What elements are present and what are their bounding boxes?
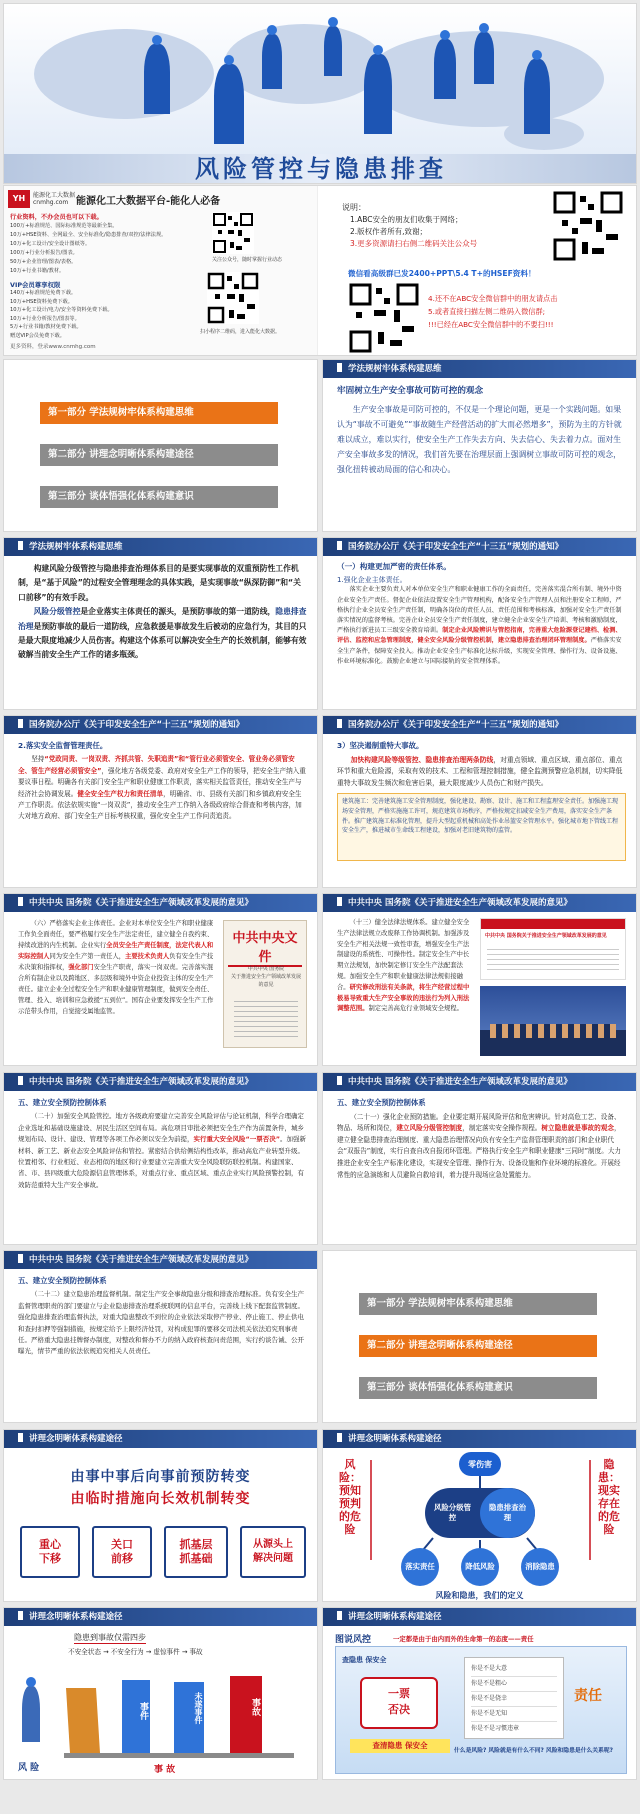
slide-body xyxy=(18,918,217,1017)
slide-header xyxy=(4,894,317,912)
business-person-figure xyxy=(144,44,170,114)
slide-header xyxy=(4,716,317,734)
slide-header-text: 讲理念明晰体系构建途径 xyxy=(29,1434,123,1444)
responsibility-word: 责任 xyxy=(574,1688,602,1704)
slide-header xyxy=(4,360,317,374)
slide-body xyxy=(18,740,307,823)
slide-header-text: 学法规树牢体系构建思维 xyxy=(348,364,442,374)
slide-body xyxy=(337,1097,626,1181)
domino-diagram xyxy=(4,1608,318,1780)
slide-heading: （一）构建更加严密的责任体系。 xyxy=(337,562,451,571)
domino-label: 未遂事件 xyxy=(194,1692,203,1724)
risk-control-circle: 风险分级管控 xyxy=(434,1503,471,1522)
four-steps-title: 隐患到事故仅需四步 xyxy=(74,1633,146,1642)
notice-red: 5.或者直接扫描左侧二维码入微信群; xyxy=(428,307,546,316)
qr-code-icon[interactable] xyxy=(348,282,420,354)
slide-header-text: 国务院办公厅《关于印发安全生产“十三五”规划的通知》 xyxy=(29,720,245,730)
document-red-header xyxy=(481,919,625,929)
slide-header-text: 讲理念明晰体系构建途径 xyxy=(348,1434,442,1444)
notice-line: 1.ABC安全的朋友们收集于网络； xyxy=(350,215,463,224)
slide-subheading: 1.强化企业主体责任。 xyxy=(337,576,407,585)
slide-body xyxy=(18,1097,307,1191)
resource-ad-slide xyxy=(3,185,637,356)
slide-header xyxy=(323,1073,636,1091)
poster-question: 什么是风险? 风险就是有什么不同? 风险和隐患是什么关系呢? xyxy=(454,1748,614,1754)
slide-risk-control xyxy=(3,1072,318,1245)
agenda-item-part1: 第一部分 学法规树牢体系构建思维 xyxy=(40,402,278,424)
feature-item: 10万+化工设计/安全设计图纸等。 xyxy=(10,241,91,247)
business-person-figure xyxy=(364,54,392,134)
book-line: 你是不是大意 xyxy=(471,1662,557,1677)
center-block xyxy=(425,1488,535,1538)
agenda-slide xyxy=(3,359,318,532)
notice-line: 3.更多资源请扫右侧二维码关注公众号 xyxy=(350,239,478,248)
book-line: 你是不是侥幸 xyxy=(471,1692,557,1707)
feature-item: 100万+标准规范、国际标准规范等最新全集。 xyxy=(10,223,118,229)
hazard-label: 隐患：现实存在的危险 xyxy=(598,1458,620,1536)
vip-list xyxy=(10,289,206,341)
slide-header xyxy=(4,1430,317,1448)
risk-label: 风险：预知预判的危险 xyxy=(339,1458,361,1536)
vip-item: 赠送VIP会员免费下载。 xyxy=(10,332,65,339)
brand-url[interactable]: cnmhg.com xyxy=(33,199,69,206)
agenda-item-part2: 第二部分 讲理念明晰体系构建途径 xyxy=(359,1335,597,1357)
ad-footer: 更多资料，登录www.cnmhg.com xyxy=(10,344,96,350)
risk-caption: 风 险 xyxy=(18,1763,40,1773)
slide-enterprise-prevention xyxy=(322,1072,637,1245)
slide-header-text: 中共中央 国务院《关于推进安全生产领域改革发展的意见》 xyxy=(29,1255,253,1265)
slide-header xyxy=(4,1251,317,1269)
slide-paragraph: 生产安全事故是可防可控的，不仅是一个理论问题，更是一个实践问题。如果认为“事故不可避免”“事故随生产经营活动的扩大而必然增多”，预防为主的方针就难以成立，难以实行，使安全生产工作失去方向、失去信心、失去着力点。面对生产安全事故多发的情况，我们首先要在治理层面上强调树立事故可防可控的观念，强化扭转被动局面的信心和决心。 xyxy=(337,405,622,474)
ad-features xyxy=(10,222,206,276)
business-person-figure xyxy=(214,64,244,144)
brand-logo: YH xyxy=(8,190,30,208)
slide-heading: 牢固树立生产安全事故可防可控的观念 xyxy=(337,386,484,396)
slide-supervision-responsibility xyxy=(3,715,318,888)
notice-line: 2.版权作者所有,致谢； xyxy=(350,227,428,236)
zero-injury-circle: 零伤害 xyxy=(459,1452,501,1476)
slide-paragraph: 风险分级管控是企业落实主体责任的源头，是预防事故的第一道防线，隐患排查治理是预防事故的最后一道防线，应急救援是事故发生后被动的应急行为，其目的只是最大限度地减少人员伤害。构建这个体系可以解决安全生产的长效机制，能够有效破解当前安全生产工作的诸多瓶颈。 xyxy=(18,607,307,660)
slide-header-text: 中共中央 国务院《关于推进安全生产领域改革发展的意见》 xyxy=(348,898,572,908)
slide-header xyxy=(4,538,317,556)
document-stamp: 中共中央文件 xyxy=(228,927,302,967)
shift-line-1: 由事中事后向事前预防转变 xyxy=(70,1469,251,1485)
sign-word: 否决 xyxy=(388,1703,410,1716)
slide-paragraph: （六）严格落实企业主体责任。企业对本单位安全生产和职业健康工作负全面责任，要严格履行安全生产法定责任，建立健全自我约束、持续改进的内生机制。企业实行全员安全生产责任制度，法定代表人和实际控制人同为安全生产第一责任人，主要技术负责人负有安全生产技术决策和指挥权，强化部门安全生产职责，落实一岗双责。完善落实混合所有制企业以及跨地区、多层级和境外中资企业投资主体的安全生产责任。建立企业全过程安全生产和职业健康管理制度，做到安全责任、管理、投入、培训和应急救援“五到位”。国有企业要发挥安全生产工作示范带头作用，自觉接受属地监管。 xyxy=(18,920,214,1015)
slide-four-steps xyxy=(3,1607,318,1780)
principle-box: 抓基层 抓基础 xyxy=(164,1526,228,1578)
slide-body xyxy=(337,740,626,861)
vip-title: VIP会员尊享权限 xyxy=(10,281,61,289)
illustration-title: 图说风控 xyxy=(335,1635,372,1645)
notice-red: !!!已经在ABC安全微信群中的不要扫!!! xyxy=(428,320,554,329)
question-book xyxy=(464,1657,564,1739)
slide-paragraph: （二十二）建立隐患治理监督机制。制定生产安全事故隐患分级和排查治理标准。负有安全生产监督管理职责的部门要建立与企业隐患排查治理系统联网的信息平台，完善线上线下配套监管制度。强化隐患排查治理监督执法，对重大隐患整改不到位的企业依法采取停产停业、停止施工、停止供电和查封扣押等强制措施，按规定给予上限经济处罚，对构成犯罪的要移交司法机关依法追究刑事责任。严格重大隐患挂牌督办制度，对整改和督办不力的纳入政府核查问责范围，实行约谈告诫、公开曝光，情节严重的依法依规追究相关人员责任。 xyxy=(18,1290,304,1356)
principle-box: 从源头上 解决问题 xyxy=(240,1526,306,1578)
agenda-item-part3: 第三部分 谈体悟强化体系构建意识 xyxy=(359,1377,597,1399)
slide-paragraph: 落实企业主要负责人对本单位安全生产和职业健康工作的全面责任，完善落实混合所有制、境外中资企业安全生产责任。督促企业依法设置安全生产管理机构，配备安全生产管理人员和注册安全工程师，严格执行企业全员安全生产责任制，明确各岗位的责任人员、责任范围和考核标准，加强对安全生产责任制落实情况的监督考核。完善企业全员安全生产责任制度，建立健全企业安全生产培训、考核和激励制度，严格执行新进员工三级安全教育培训。制定企业风险辨识与管控指南，完善重大危险源登记建档、检测、评估、监控和应急管理制度，健全安全风险分级管控机制，建立隐患排查治理闭环管理制度。严格落实安全生产条件，保障安全投入。推动企业安全生产标准化达标升级，实现安全管理、操作行为、设备设施、作业环境标准化。鼓励企业建立与国际接轨的安全管理体系。 xyxy=(337,586,622,665)
sign-banner: 查清隐患 保安全 xyxy=(350,1739,450,1753)
feature-item: 100万+行业分析报告/图表。 xyxy=(10,250,78,256)
slide-heading: 五、建立安全预防控制体系 xyxy=(337,1098,426,1107)
principle-box: 关口 前移 xyxy=(92,1526,152,1578)
slide-dual-prevention xyxy=(3,537,318,710)
poster-sign xyxy=(360,1677,438,1729)
ad-header: 能源化工大数据平台-能化人必备 xyxy=(76,196,221,207)
eliminate-hazard-circle: 消除隐患 xyxy=(521,1548,559,1586)
principle-box: 重心 下移 xyxy=(20,1526,80,1578)
slide-heading: 五、建立安全预防控制体系 xyxy=(18,1276,107,1285)
qr2-caption: 扫小程序二维码，进入能化大数据。 xyxy=(200,329,281,335)
domino-label: 事件 xyxy=(138,1702,148,1720)
slide-paragraph: （二十一）强化企业预防措施。企业要定期开展风险评估和危害辨识。针对高危工艺、设备、物品、场所和岗位，建立风险分级管控制度，制定落实安全操作规程。树立隐患就是事故的观念，建立健全隐患排查治理制度、重大隐患治理情况向负有安全生产监督管理职责的部门和企业职代会“双报告”制度，实行自查自改自报闭环管理。严格执行安全生产和职业健康“三同时”制度。大力推进企业安全生产标准化建设，实现安全管理、操作行为、设备设施和作业环境的标准化。开展经常性的应急演练和人员避险自救培训，着力提升现场应急处置能力。 xyxy=(337,1112,622,1179)
agenda-slide xyxy=(322,1250,637,1423)
slide-risk-hazard-definition xyxy=(322,1429,637,1602)
document-lines xyxy=(234,997,298,1037)
poster-left-label: 查隐患 保安全 xyxy=(342,1656,387,1664)
accident-caption: 事 故 xyxy=(154,1765,176,1775)
promo-text: 微信看高级群已发2400+PPT\5.4 T+的HSEF资料！ xyxy=(348,269,536,278)
shift-line-2: 由临时措施向长效机制转变 xyxy=(70,1491,251,1507)
notice-panel xyxy=(322,186,636,356)
ad-entry: 行业资料，不办会员也可以下载。 xyxy=(10,214,103,221)
slide-header xyxy=(323,538,636,556)
slide-header-text: 讲理念明晰体系构建途径 xyxy=(348,1612,442,1622)
qr1-caption: 关注公众号，随时掌握行业动态 xyxy=(212,257,283,263)
highlight-box: 建筑施工：完善建筑施工安全管理制度，强化建设、勘察、设计、施工和工程监理安全责任。加强施工现场安全管理，严格实施施工许可，规范建筑市场秩序，严格按规定扣减安全生产费用，落实安全生产条件。推广建筑施工标准化管理，提升大型起重机械和高处作业吊篮安全管理水平。强化城市地下管线工程安全生产，推进城市生命线工程建设，加强对老旧建筑物的监管。 xyxy=(337,793,626,861)
reduce-risk-circle: 降低风险 xyxy=(461,1548,499,1586)
vip-item: 5万+行业书籍/教材免费下载。 xyxy=(10,324,82,331)
notice-title: 说明： xyxy=(342,203,366,212)
feature-item: 50万+企业管理/图表/表格。 xyxy=(10,259,77,265)
slide-paragraph: 构建风险分级管控与隐患排查治理体系目的是要实现事故的双重预防性工作机制，是“基于风险”的过程安全管理理念的具体实践，是实现事故“纵深防御”和“关口前移”的有效手段。 xyxy=(18,564,301,602)
slide-body xyxy=(337,918,474,1015)
slide-header-text: 中共中央 国务院《关于推进安全生产领域改革发展的意见》 xyxy=(348,1077,572,1087)
vip-item: 10万+行业分析报告/图表等。 xyxy=(10,315,80,322)
slide-body xyxy=(337,384,626,477)
slide-header-text: 学法规树牢体系构建思维 xyxy=(29,542,123,552)
business-person-figure xyxy=(524,59,550,134)
business-person-figure xyxy=(324,26,342,76)
slide-header-text: 国务院办公厅《关于印发安全生产“十三五”规划的通知》 xyxy=(348,720,564,730)
slide-paragraph: （十三）健全法律法规体系。建立健全安全生产法律法规立改废释工作协调机制。加强涉及安全生产相关法规一致性审查，增强安全生产法制建设的系统性、可操作性。制定安全生产中长期立法规划，加快制定修订安全生产法配套法规。加强安全生产和职业健康法律法规衔接融合。研究修改刑法有关条款，将生产经营过程中极易导致重大生产安全事故的违法行为列入刑法调整范围。制定完善高危行业领域安全规程。 xyxy=(337,919,470,1013)
slide-header-text: 国务院办公厅《关于印发安全生产“十三五”规划的通知》 xyxy=(348,542,564,552)
vip-item: 10万+化工设计/电力/安全等资料免费下载。 xyxy=(10,307,113,314)
slide-header xyxy=(323,360,636,378)
slide-body xyxy=(18,562,307,663)
business-person-figure xyxy=(474,32,494,84)
slide-two-shifts xyxy=(3,1429,318,1602)
slide-header xyxy=(323,1608,636,1626)
slide-prevention-concept xyxy=(322,359,637,532)
slide-paragraph: 坚持“党政同责、一岗双责、齐抓共管、失职追责”和“管行业必须管安全、管业务必须管安全、管生产经营必须管安全”，强化地方各级党委、政府对安全生产工作的领导，把安全生产纳入重要议事日程。明确各有关部门安全生产和职业健康工作职责，落实相关监管责任，推动安全生产与经济社会协调发展。健全安全生产权力和责任清单，明确省、市、县级有关部门和乡镇政府安全生产工作职责。依法依规实施“一岗双责”，推动安全生产工作纳入各级政府综合督查和考核内容，加大对地方政府、部门安全生产目标考核权重，强化安全生产工作问责追责。 xyxy=(18,755,306,821)
slide-illustrated-risk xyxy=(322,1607,637,1780)
slide-body xyxy=(18,1275,307,1358)
slide-header-text: 中共中央 国务院《关于推进安全生产领域改革发展的意见》 xyxy=(29,1077,253,1087)
slide-legal-system xyxy=(322,893,637,1066)
document-caption: 中共中央 国务院关于推进安全生产领域改革发展的意见 xyxy=(485,933,607,939)
slide-plan-responsibility xyxy=(322,537,637,710)
qr-code-icon[interactable] xyxy=(207,272,259,324)
domino-label: 事故 xyxy=(250,1698,260,1716)
slide-hazard-supervision xyxy=(3,1250,318,1423)
business-person-figure xyxy=(434,39,456,99)
feature-item: 10万+行业书籍/教材。 xyxy=(10,268,65,274)
qr-code-icon[interactable] xyxy=(552,190,624,262)
document-image xyxy=(223,920,307,1048)
vip-item: 140万+标准规范免费下载。 xyxy=(10,290,77,296)
vip-item: 10万+HSE资料免费下载。 xyxy=(10,298,73,305)
feature-item: 10万+HSE资料、全网最全、安全标准化/隐患排查/双控/法律法规。 xyxy=(10,232,167,238)
agenda-item-part2: 第二部分 讲理念明晰体系构建途径 xyxy=(40,444,278,466)
qr-code-icon[interactable] xyxy=(212,212,254,254)
book-line: 你是不是无知 xyxy=(471,1707,557,1722)
slide-body xyxy=(337,562,626,667)
brand-name: 能源化工大数据 xyxy=(33,192,76,199)
cover-title-band xyxy=(4,154,637,184)
document-image xyxy=(480,918,626,980)
responsibility-circle: 落实责任 xyxy=(401,1548,439,1586)
slide-header xyxy=(323,894,636,912)
slide-header-text: 讲理念明晰体系构建途径 xyxy=(29,1612,123,1622)
slide-enterprise-responsibility xyxy=(3,893,318,1066)
ad-panel xyxy=(4,186,318,356)
cover-slide xyxy=(3,3,637,184)
sign-word: 一票 xyxy=(388,1687,410,1700)
slide-paragraph: 加快构建风险等级管控、隐患排查治理两条防线，对重点领域、重点区域、重点部位、重点环节和重大危险源，采取有效的技术、工程和管理控制措施，健全监测预警应急机制，切实降低重特大事故发生频次和危害后果，最大限度减少人员伤亡和财产损失。 xyxy=(337,755,623,787)
slide-curb-major-accidents xyxy=(322,715,637,888)
agenda-item-part3: 第三部分 谈体悟强化体系构建意识 xyxy=(40,486,278,508)
illustration-slogan: 一定都是由于由内而外的生命第一的态度——责任 xyxy=(393,1635,534,1643)
book-line: 你是不是粗心 xyxy=(471,1677,557,1692)
poster xyxy=(335,1646,627,1774)
definition-footer: 风险和隐患，我们的定义 xyxy=(435,1591,524,1600)
slide-header xyxy=(323,716,636,734)
slide-header xyxy=(4,1073,317,1091)
slide-heading: 3）坚决遏制重特大事故。 xyxy=(337,741,424,750)
slide-heading: 2.落实安全监督管理责任。 xyxy=(18,741,108,750)
meeting-photo xyxy=(480,986,626,1056)
slide-header-text: 中共中央 国务院《关于推进安全生产领域改革发展的意见》 xyxy=(29,898,253,908)
slide-paragraph: （二十）加强安全风险管控。地方各级政府要建立完善安全风险评估与论证机制，科学合理确定企业选址和基础设施建设、居民生活区空间布局。高危项目审批必须把安全生产作为前置条件，城乡规划布局、设计、建设、管理等各项工作必须以安全为前提，实行重大安全风险“一票否决”。加强新材料、新工艺、新业态安全风险评估和管控。紧密结合供给侧结构性改革，推动高危产业转型升级。位置相邻、行业相近、业态相似的地区和行业要建立完善重大安全风险联防联控机制。构建国家、省、市、县四级重大危险源信息管理体系，对重点行业、重点区域、重点企业实行风险预警控制，有效防范重特大生产安全事故。 xyxy=(18,1112,307,1189)
agenda-item-part1: 第一部分 学法规树牢体系构建思维 xyxy=(359,1293,597,1315)
book-line: 你是不是习惯违章 xyxy=(471,1725,520,1732)
business-person-figure xyxy=(262,34,282,89)
notice-red: 4.还不在ABC安全微信群中的朋友请点击 xyxy=(428,294,558,303)
hazard-treatment-circle: 隐患排查治理 xyxy=(480,1488,535,1538)
four-steps-flow: 不安全状态 → 不安全行为 → 虚惊事件 → 事故 xyxy=(68,1648,203,1656)
document-caption: 中共中央 国务院 关于推进安全生产领域改革发展的意见 xyxy=(230,966,301,988)
slide-heading: 五、建立安全预防控制体系 xyxy=(18,1098,107,1107)
cover-title: 风险管控与隐患排查 xyxy=(195,154,447,183)
